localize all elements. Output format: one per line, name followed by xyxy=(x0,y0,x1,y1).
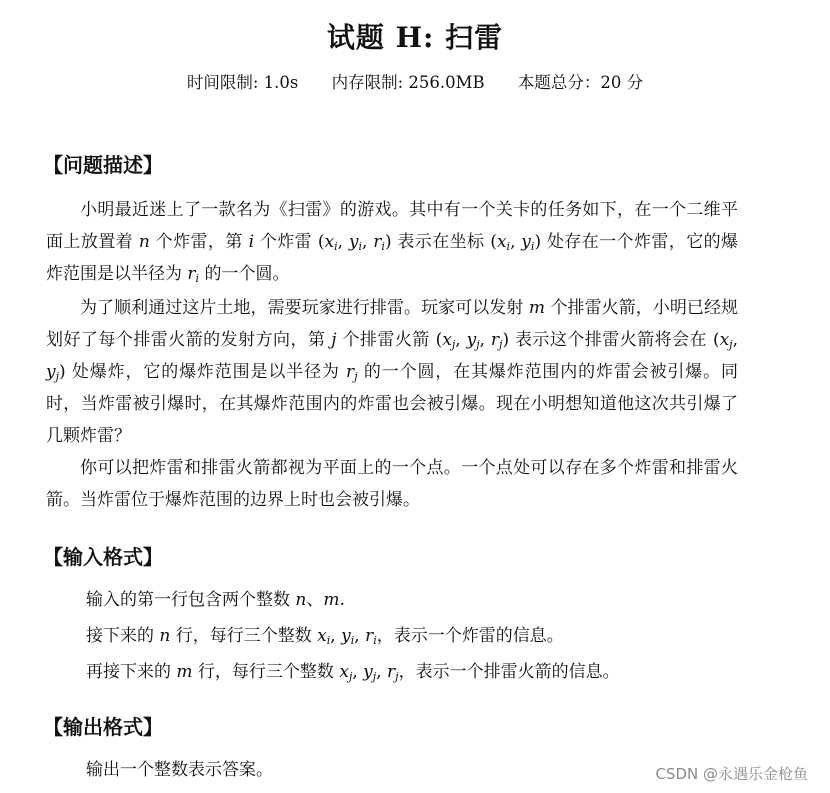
total-score: 本题总分：20 分 xyxy=(517,73,644,92)
input-line-3: 再接下来的 m 行，每行三个整数 $x_j$, $y_j$, $r_j$，表示一个排雷火箭的信息。 xyxy=(86,662,620,683)
input-heading: 【输入格式】 xyxy=(43,545,163,569)
description-paragraph-2: 为了顺利通过这片土地，需要玩家进行排雷。玩家可以发射 m 个排雷火箭，小明已经规划好了每个排雷火箭的发射方向，第 j 个排雷火箭 ($x_j$, $y_j$, $r_j$) 表示这个排雷火箭将会在 ($x_j$, $y_j$) 处爆炸，它的爆炸范围是以半径为 $r_j$ 的一个圆，在其爆炸范围内的炸雷会被引爆。同时，当炸雷被引爆时，在其爆炸范围内的炸雷也会被引爆。现在小明想知道他这次共引爆了几颗炸雷？ xyxy=(46,298,739,446)
output-heading: 【输出格式】 xyxy=(43,715,163,739)
memory-limit: 内存限制: 256.0MB xyxy=(331,73,485,92)
problem-title: 试题 H: 扫雷 xyxy=(326,21,504,54)
problem-meta xyxy=(0,68,830,98)
input-line-2: 接下来的 n 行，每行三个整数 $x_i$, $y_i$, $r_i$，表示一个炸雷的信息。 xyxy=(86,626,564,647)
description-heading: 【问题描述】 xyxy=(43,153,163,177)
output-line-1: 输出一个整数表示答案。 xyxy=(86,760,273,780)
description-paragraph-3: 你可以把炸雷和排雷火箭都视为平面上的一个点。一个点处可以存在多个炸雷和排雷火箭。当炸雷位于爆炸范围的边界上时也会被引爆。 xyxy=(46,458,738,510)
csdn-watermark: CSDN @永遇乐金枪鱼 xyxy=(655,765,808,783)
description-paragraph-1: 小明最近迷上了一款名为《扫雷》的游戏。其中有一个关卡的任务如下，在一个二维平面上放置着 n 个炸雷，第 i 个炸雷 ($x_i$, $y_i$, $r_i$) 表示在坐标 ($x_i$, $y_i$) 处存在一个炸雷，它的爆炸范围是以半径为 $r_i$ 的一个圆。 xyxy=(46,200,739,285)
input-line-1: 输入的第一行包含两个整数 n、m. xyxy=(86,590,345,610)
time-limit: 时间限制: 1.0s xyxy=(186,73,299,92)
